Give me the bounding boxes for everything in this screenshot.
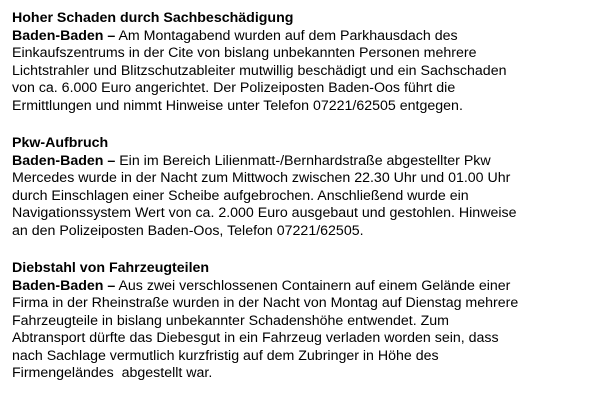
article-headline: Pkw-Aufbruch: [12, 135, 109, 151]
article-text-line: Abtransport dürfte das Diebesgut in ein Fahrzeug verladen worden sein, dass: [12, 330, 499, 346]
article-text: Ein im Bereich Lilienmatt-/Bernhardstraße abgestellter Pkw: [115, 152, 491, 169]
article-first-line: [12, 278, 597, 296]
article-sachbeschaedigung: [12, 10, 597, 115]
article-text-line: Einkaufszentrums in der Cite von bislang unbekannten Personen mehrere: [12, 45, 477, 61]
article-text: Aus zwei verschlossenen Containern auf einem Gelände einer: [115, 277, 511, 294]
article-fahrzeugteile: [12, 260, 597, 383]
article-text: Am Montagabend wurden auf dem Parkhausdach des: [115, 27, 458, 44]
article-dateline: Baden-Baden –: [12, 277, 116, 294]
article-headline: Diebstahl von Fahrzeugteilen: [12, 260, 210, 276]
article-first-line: [12, 28, 597, 46]
article-text-line: Lichtstrahler und Blitzschutzableiter mutwillig beschädigt und ein Sachschaden: [12, 62, 507, 79]
article-text-line: Ermittlungen und nimmt Hinweise unter Telefon 07221/62505 entgegen.: [12, 97, 463, 114]
article-text-line: an den Polizeiposten Baden-Oos, Telefon 07221/62505.: [12, 222, 364, 239]
article-headline: Hoher Schaden durch Sachbeschädigung: [12, 10, 294, 26]
article-text-line: Firmengeländes abgestellt war.: [12, 365, 213, 381]
article-dateline: Baden-Baden –: [12, 27, 116, 44]
article-text-line: Mercedes wurde in der Nacht zum Mittwoch zwischen 22.30 Uhr und 01.00 Uhr: [12, 170, 511, 186]
article-first-line: [12, 153, 597, 171]
article-text-line: von ca. 6.000 Euro angerichtet. Der Polizeiposten Baden-Oos führt die: [12, 80, 456, 96]
article-text-line: Fahrzeugteile in bislang unbekannter Schadenshöhe entwendet. Zum: [12, 312, 449, 329]
article-text-line: Firma in der Rheinstraße wurden in der Nacht von Montag auf Dienstag mehrere: [12, 295, 519, 311]
article-text-line: Navigationssystem Wert von ca. 2.000 Euro ausgebaut und gestohlen. Hinweise: [12, 205, 517, 221]
article-dateline: Baden-Baden –: [12, 152, 116, 169]
press-report-document: [12, 10, 597, 383]
article-pkw-aufbruch: [12, 135, 597, 240]
article-text-line: nach Sachlage vermutlich kurzfristig auf dem Zubringer in Höhe des: [12, 347, 439, 364]
article-text-line: durch Einschlagen einer Scheibe aufgebrochen. Anschließend wurde ein: [12, 187, 469, 204]
